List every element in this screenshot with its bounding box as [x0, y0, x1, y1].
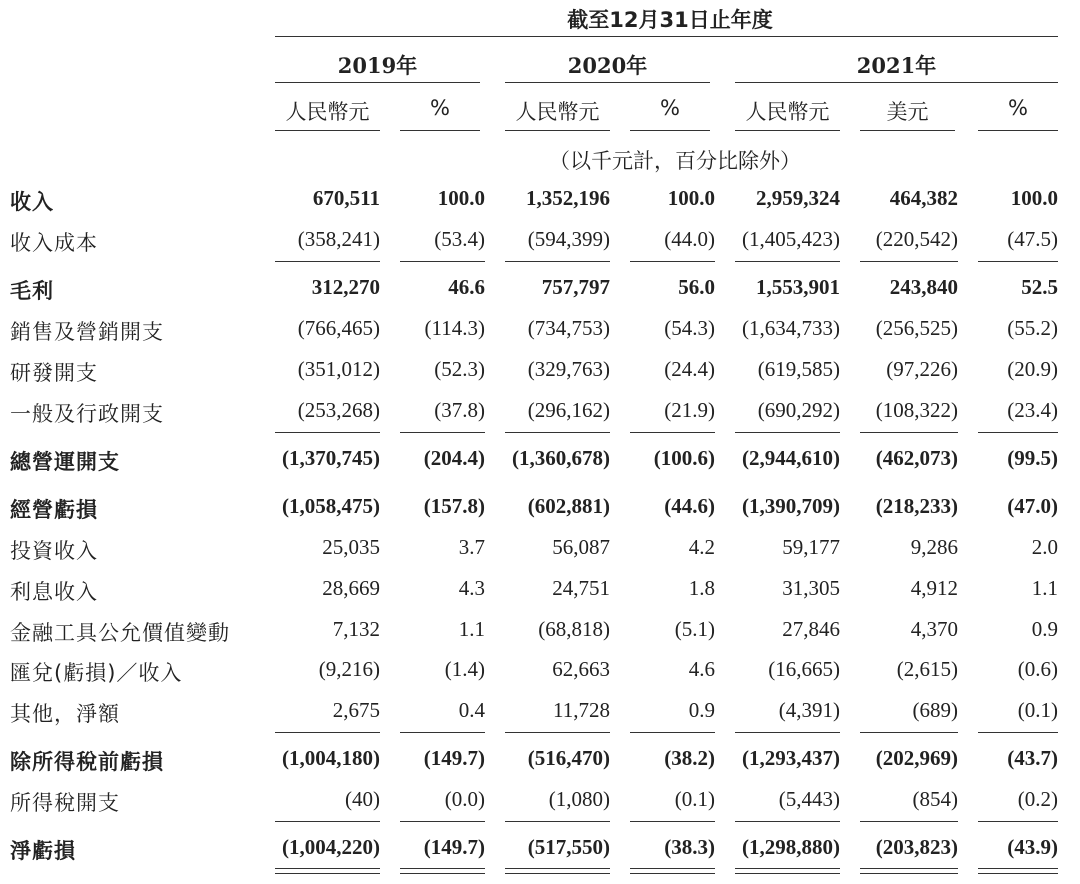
unit-rmb-2019: 人民幣元 — [285, 100, 370, 124]
table-cell: (2,615) — [896, 657, 958, 681]
table-cell: 0.4 — [458, 698, 485, 722]
table-cell: 100.0 — [1010, 186, 1058, 210]
table-cell: (43.7) — [1007, 746, 1058, 770]
table-cell: (44.6) — [664, 494, 715, 518]
unit-pct-2019: % — [430, 96, 450, 120]
subtotal-rule — [505, 821, 610, 822]
table-cell: 9,286 — [910, 535, 958, 559]
table-cell: (0.2) — [1017, 787, 1058, 811]
row-label: 投資收入 — [10, 539, 98, 563]
subtotal-rule — [400, 261, 485, 262]
table-cell: 1.1 — [1031, 576, 1058, 600]
table-cell: 62,663 — [552, 657, 610, 681]
table-cell: (40) — [345, 787, 380, 811]
table-cell: (1,390,709) — [742, 494, 840, 518]
table-cell: (351,012) — [297, 357, 380, 381]
table-cell: 243,840 — [889, 275, 958, 299]
table-cell: 4,912 — [910, 576, 958, 600]
subtotal-rule — [978, 821, 1058, 822]
row-label: 一般及行政開支 — [10, 402, 164, 426]
table-cell: (37.8) — [434, 398, 485, 422]
unit-pct-2021: % — [1008, 96, 1028, 120]
table-cell: 56,087 — [552, 535, 610, 559]
subtotal-rule — [735, 821, 840, 822]
table-cell: (1,004,220) — [282, 835, 380, 859]
row-label: 研發開支 — [10, 361, 98, 385]
table-cell: (44.0) — [664, 227, 715, 251]
table-cell: 56.0 — [678, 275, 715, 299]
subtotal-rule — [630, 261, 715, 262]
unit-pct-2020: % — [660, 96, 680, 120]
table-cell: (619,585) — [757, 357, 840, 381]
subtotal-rule — [505, 261, 610, 262]
row-label: 除所得稅前虧損 — [10, 750, 164, 774]
table-cell: 0.9 — [1031, 617, 1058, 641]
table-cell: (108,322) — [875, 398, 958, 422]
row-label: 利息收入 — [10, 580, 98, 604]
table-cell: (5.1) — [674, 617, 715, 641]
table-cell: (43.9) — [1007, 835, 1058, 859]
table-cell: 1,352,196 — [526, 186, 610, 210]
unit-rule — [505, 130, 610, 131]
subtotal-rule — [978, 432, 1058, 433]
total-double-rule — [400, 868, 485, 874]
subtotal-rule — [978, 732, 1058, 733]
table-cell: 100.0 — [667, 186, 715, 210]
row-label: 所得稅開支 — [10, 791, 120, 815]
subtotal-rule — [978, 261, 1058, 262]
table-cell: (0.1) — [1017, 698, 1058, 722]
table-cell: 2,959,324 — [756, 186, 840, 210]
total-double-rule — [505, 868, 610, 874]
row-label: 經營虧損 — [10, 498, 98, 522]
row-label: 金融工具公允價值變動 — [10, 621, 230, 645]
table-cell: 1.8 — [688, 576, 715, 600]
row-label: 淨虧損 — [10, 839, 76, 863]
unit-usd-2021: 美元 — [886, 100, 929, 124]
period-header: 截至12月31日止年度 — [567, 8, 773, 32]
row-label: 收入 — [10, 190, 54, 214]
units-note: （以千元計，百分比除外） — [549, 149, 801, 173]
table-cell: (734,753) — [527, 316, 610, 340]
unit-rule — [630, 130, 710, 131]
table-cell: (97,226) — [886, 357, 958, 381]
table-cell: 52.5 — [1021, 275, 1058, 299]
table-cell: (517,550) — [527, 835, 610, 859]
subtotal-rule — [735, 732, 840, 733]
unit-rmb-2021: 人民幣元 — [745, 100, 830, 124]
unit-rule — [400, 130, 480, 131]
table-cell: (99.5) — [1007, 446, 1058, 470]
table-cell: (1,080) — [548, 787, 610, 811]
table-cell: (16,665) — [768, 657, 840, 681]
table-cell: (4,391) — [778, 698, 840, 722]
subtotal-rule — [275, 821, 380, 822]
table-cell: (100.6) — [653, 446, 715, 470]
table-cell: (149.7) — [423, 835, 485, 859]
table-cell: (54.3) — [664, 316, 715, 340]
table-cell: 25,035 — [322, 535, 380, 559]
subtotal-rule — [735, 261, 840, 262]
row-label: 銷售及營銷開支 — [10, 320, 164, 344]
table-cell: (21.9) — [664, 398, 715, 422]
table-cell: 11,728 — [553, 698, 610, 722]
row-label: 毛利 — [10, 279, 54, 303]
table-cell: 24,751 — [552, 576, 610, 600]
year-rule-2019 — [275, 82, 480, 83]
table-cell: (220,542) — [875, 227, 958, 251]
table-cell: (690,292) — [757, 398, 840, 422]
table-cell: (203,823) — [875, 835, 958, 859]
table-cell: (114.3) — [424, 316, 485, 340]
row-label: 收入成本 — [10, 231, 98, 255]
table-cell: (1,004,180) — [282, 746, 380, 770]
table-cell: (23.4) — [1007, 398, 1058, 422]
table-cell: (55.2) — [1007, 316, 1058, 340]
subtotal-rule — [630, 432, 715, 433]
table-cell: (689) — [912, 698, 958, 722]
subtotal-rule — [630, 821, 715, 822]
table-cell: 670,511 — [312, 186, 380, 210]
subtotal-rule — [400, 432, 485, 433]
table-cell: 27,846 — [782, 617, 840, 641]
unit-rule — [978, 130, 1058, 131]
year-2021: 2021年 — [856, 53, 937, 78]
table-cell: 4,370 — [910, 617, 958, 641]
year-rule-2020 — [505, 82, 710, 83]
table-cell: (516,470) — [527, 746, 610, 770]
table-cell: (296,162) — [527, 398, 610, 422]
table-cell: (5,443) — [778, 787, 840, 811]
table-cell: (9,216) — [318, 657, 380, 681]
year-2019: 2019年 — [337, 53, 418, 78]
subtotal-rule — [860, 732, 958, 733]
table-cell: (20.9) — [1007, 357, 1058, 381]
unit-rmb-2020: 人民幣元 — [515, 100, 600, 124]
table-cell: (0.1) — [674, 787, 715, 811]
table-cell: (253,268) — [297, 398, 380, 422]
table-cell: (52.3) — [434, 357, 485, 381]
subtotal-rule — [505, 732, 610, 733]
table-cell: 100.0 — [437, 186, 485, 210]
table-cell: (256,525) — [875, 316, 958, 340]
table-cell: (766,465) — [297, 316, 380, 340]
table-cell: (854) — [912, 787, 958, 811]
table-cell: (218,233) — [875, 494, 958, 518]
subtotal-rule — [275, 732, 380, 733]
table-cell: (0.0) — [444, 787, 485, 811]
table-cell: (157.8) — [423, 494, 485, 518]
table-cell: 46.6 — [448, 275, 485, 299]
table-cell: (1,058,475) — [282, 494, 380, 518]
table-cell: (1.4) — [444, 657, 485, 681]
subtotal-rule — [860, 821, 958, 822]
subtotal-rule — [860, 432, 958, 433]
table-cell: 1,553,901 — [756, 275, 840, 299]
total-double-rule — [860, 868, 958, 874]
total-double-rule — [630, 868, 715, 874]
subtotal-rule — [860, 261, 958, 262]
table-cell: (47.0) — [1007, 494, 1058, 518]
table-cell: (0.6) — [1017, 657, 1058, 681]
table-cell: 2,675 — [332, 698, 380, 722]
row-label: 總營運開支 — [10, 450, 120, 474]
table-cell: (1,298,880) — [742, 835, 840, 859]
table-cell: 59,177 — [782, 535, 840, 559]
subtotal-rule — [400, 821, 485, 822]
table-cell: (149.7) — [423, 746, 485, 770]
subtotal-rule — [275, 432, 380, 433]
unit-rule — [860, 130, 955, 131]
table-cell: 31,305 — [782, 576, 840, 600]
table-cell: 3.7 — [458, 535, 485, 559]
table-cell: (1,370,745) — [282, 446, 380, 470]
table-cell: 7,132 — [332, 617, 380, 641]
total-double-rule — [275, 868, 380, 874]
unit-rule — [275, 130, 380, 131]
table-cell: 4.2 — [688, 535, 715, 559]
subtotal-rule — [630, 732, 715, 733]
table-cell: 4.6 — [688, 657, 715, 681]
table-cell: 464,382 — [889, 186, 958, 210]
table-cell: 28,669 — [322, 576, 380, 600]
total-double-rule — [735, 868, 840, 874]
subtotal-rule — [400, 732, 485, 733]
table-cell: (594,399) — [527, 227, 610, 251]
table-cell: (329,763) — [527, 357, 610, 381]
period-rule — [275, 36, 1058, 37]
table-cell: (47.5) — [1007, 227, 1058, 251]
table-cell: 2.0 — [1031, 535, 1058, 559]
table-cell: (1,405,423) — [742, 227, 840, 251]
total-double-rule — [978, 868, 1058, 874]
table-cell: (1,634,733) — [742, 316, 840, 340]
table-cell: (462,073) — [875, 446, 958, 470]
subtotal-rule — [275, 261, 380, 262]
row-label: 匯兌(虧損)／收入 — [10, 661, 183, 685]
table-cell: 312,270 — [311, 275, 380, 299]
table-cell: (204.4) — [423, 446, 485, 470]
subtotal-rule — [735, 432, 840, 433]
table-cell: (53.4) — [434, 227, 485, 251]
table-cell: 4.3 — [458, 576, 485, 600]
subtotal-rule — [505, 432, 610, 433]
table-cell: (2,944,610) — [742, 446, 840, 470]
table-cell: (24.4) — [664, 357, 715, 381]
table-cell: 757,797 — [541, 275, 610, 299]
year-2020: 2020年 — [567, 53, 648, 78]
table-cell: (358,241) — [297, 227, 380, 251]
table-cell: 1.1 — [458, 617, 485, 641]
table-cell: (38.2) — [664, 746, 715, 770]
row-label: 其他，淨額 — [10, 702, 120, 726]
table-cell: (38.3) — [664, 835, 715, 859]
unit-rule — [735, 130, 840, 131]
year-rule-2021 — [735, 82, 1058, 83]
table-cell: (1,293,437) — [742, 746, 840, 770]
table-cell: (68,818) — [538, 617, 610, 641]
table-cell: (602,881) — [527, 494, 610, 518]
table-cell: (1,360,678) — [512, 446, 610, 470]
table-cell: (202,969) — [875, 746, 958, 770]
table-cell: 0.9 — [688, 698, 715, 722]
